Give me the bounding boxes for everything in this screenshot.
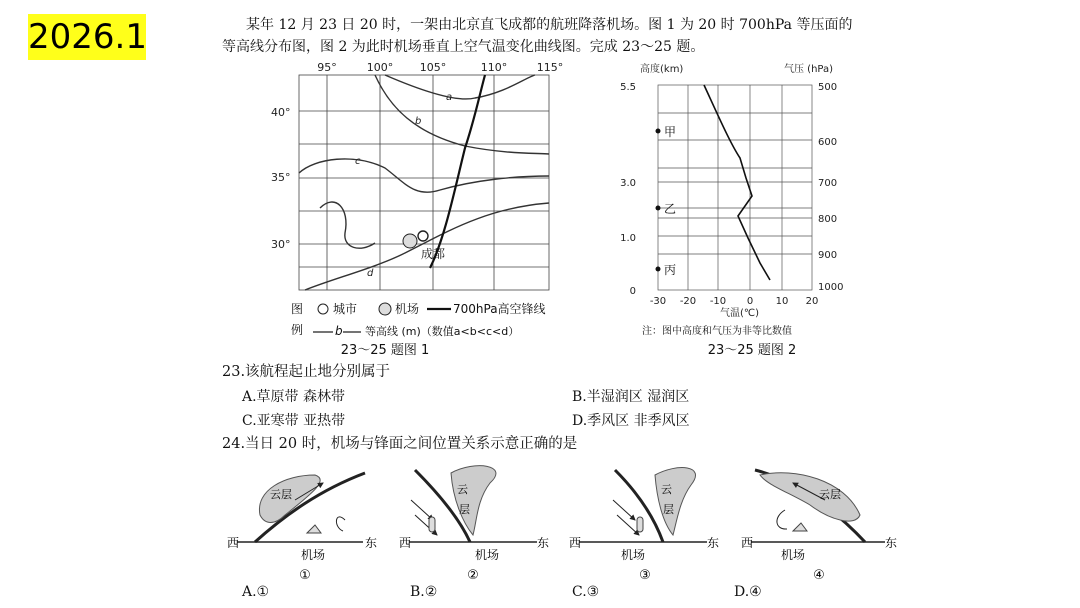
west-label: 西 — [227, 536, 240, 550]
air-arrow — [617, 515, 639, 535]
west-label: 西 — [399, 536, 412, 550]
point-label-yi: 乙 — [664, 202, 677, 216]
east-label: 东 — [537, 536, 550, 550]
q23-option-b[interactable]: B.半湿润区 湿润区 — [572, 389, 690, 405]
point-bing — [656, 267, 661, 272]
y-tick: 5.5 — [620, 82, 636, 93]
legend-airport: 机场 — [395, 302, 420, 316]
x-tick: 20 — [805, 296, 819, 307]
airport-mark — [307, 525, 321, 533]
cloud-label-top: 云 — [661, 483, 672, 496]
diagram-4 — [741, 470, 897, 583]
contour-b — [375, 75, 549, 154]
airport-label: 机场 — [301, 548, 326, 562]
airport-label: 机场 — [621, 548, 646, 562]
x-tick: 10 — [775, 296, 789, 307]
legend-airport-icon — [379, 303, 391, 315]
legend-contour: 等高线 (m)（数值a<b<c<d） — [365, 325, 520, 338]
airport-mark — [637, 517, 643, 532]
west-label: 西 — [741, 536, 754, 550]
contour-label-d: d — [367, 268, 374, 279]
lon-label: 110° — [480, 61, 508, 74]
x-axis-title: 气温(℃) — [720, 308, 760, 319]
lon-label: 100° — [366, 61, 394, 74]
figure-1-contour-map — [265, 58, 575, 358]
q24-option-b[interactable]: B.② — [410, 584, 438, 600]
lon-label: 115° — [536, 61, 564, 74]
cloud-shape — [451, 466, 496, 535]
intro-line-2: 等高线分布图，图 2 为此时机场垂直上空气温变化曲线图。完成 23～25 题。 — [222, 39, 705, 55]
front-line — [430, 75, 485, 268]
cloud-label: 云层 — [270, 488, 292, 501]
y-axis-title: 高度(km) — [640, 64, 684, 75]
legend-title-2: 例 — [291, 323, 304, 337]
diagram-number: ④ — [813, 568, 825, 583]
x-tick: -20 — [679, 296, 697, 307]
west-label: 西 — [569, 536, 582, 550]
cloud-shape — [655, 468, 696, 535]
cloud-label-top: 云 — [457, 483, 468, 496]
figure-1-caption: 23～25 题图 1 — [340, 343, 430, 358]
year-badge: 2026.1 — [28, 14, 146, 60]
diagram-number: ③ — [639, 568, 651, 583]
q24-diagrams — [215, 455, 905, 605]
figure-2-temperature-profile — [612, 58, 872, 358]
y-tick: 0 — [629, 286, 636, 297]
q24-option-c[interactable]: C.③ — [572, 584, 600, 600]
air-arrow-curve — [336, 517, 345, 531]
cloud-label-bottom: 层 — [663, 503, 674, 516]
airport-label: 机场 — [781, 548, 806, 562]
contour-c — [299, 159, 549, 192]
legend-city-icon — [318, 304, 328, 314]
east-label: 东 — [707, 536, 720, 550]
pressure-tick: 600 — [818, 137, 838, 148]
lat-label: 35° — [271, 171, 291, 184]
x-tick: 0 — [746, 296, 754, 307]
lat-label: 30° — [271, 238, 291, 251]
pressure-tick: 800 — [818, 214, 838, 225]
contour-label-b: b — [415, 116, 422, 127]
diagram-3 — [569, 468, 719, 583]
figure-2-caption: 23～25 题图 2 — [707, 343, 797, 358]
point-jia — [656, 129, 661, 134]
x-tick: -10 — [709, 296, 727, 307]
pressure-tick: 700 — [818, 178, 838, 189]
q23-option-d[interactable]: D.季风区 非季风区 — [572, 413, 690, 429]
lon-label: 95° — [317, 61, 337, 74]
contour-d-branch — [320, 202, 375, 248]
diagram-2 — [399, 466, 549, 583]
pressure-tick: 900 — [818, 250, 838, 261]
east-label: 东 — [885, 536, 898, 550]
city-marker — [418, 231, 428, 241]
legend-front: 700hPa高空锋线 — [453, 302, 546, 316]
pressure-tick: 1000 — [818, 282, 844, 293]
pressure-tick: 500 — [818, 82, 838, 93]
q23-stem: 23.该航程起止地分别属于 — [222, 364, 391, 380]
x-tick: -30 — [649, 296, 667, 307]
q24-stem: 24.当日 20 时，机场与锋面之间位置关系示意正确的是 — [222, 436, 578, 452]
cloud-label: 云层 — [819, 488, 841, 501]
airport-symbol — [403, 234, 417, 248]
contour-label-a: a — [446, 92, 453, 103]
airport-mark — [793, 523, 807, 531]
figure-2-note: 注：图中高度和气压为非等比数值 — [642, 326, 792, 337]
q23-option-c[interactable]: C.亚寒带 亚热带 — [242, 413, 346, 429]
diagram-number: ① — [299, 568, 311, 583]
pressure-axis-title: 气压 (hPa) — [784, 64, 834, 75]
temperature-curve — [704, 85, 770, 280]
profile-grid — [658, 85, 812, 290]
q23-option-a[interactable]: A.草原带 森林带 — [242, 389, 346, 405]
airport-label: 机场 — [475, 548, 500, 562]
q24-option-d[interactable]: D.④ — [734, 584, 762, 600]
east-label: 东 — [365, 536, 378, 550]
cloud-shape — [760, 473, 860, 521]
y-tick: 1.0 — [620, 233, 636, 244]
air-arrow — [613, 500, 635, 520]
contour-a — [385, 75, 535, 99]
point-label-jia: 甲 — [664, 125, 677, 139]
legend-city: 城市 — [333, 302, 358, 316]
diagram-1 — [227, 473, 377, 583]
cloud-label-bottom: 层 — [459, 503, 470, 516]
diagram-number: ② — [467, 568, 479, 583]
contour-label-c: c — [355, 156, 361, 167]
point-label-bing: 丙 — [664, 263, 677, 277]
intro-line-1: 某年 12 月 23 日 20 时，一架由北京直飞成都的航班降落机场。图 1 为 20 时 700hPa 等压面的 — [246, 17, 853, 33]
q24-option-a[interactable]: A.① — [242, 584, 270, 600]
legend-title-1: 图 — [291, 302, 304, 316]
city-label-chengdu: 成都 — [421, 247, 446, 261]
legend-contour-symbol: b — [335, 324, 343, 338]
y-tick: 3.0 — [620, 178, 636, 189]
lon-label: 105° — [419, 61, 447, 74]
air-arrow — [411, 500, 433, 520]
lat-label: 40° — [271, 106, 291, 119]
point-yi — [656, 206, 661, 211]
airport-mark — [429, 517, 435, 532]
air-arrow-curve — [777, 510, 787, 529]
